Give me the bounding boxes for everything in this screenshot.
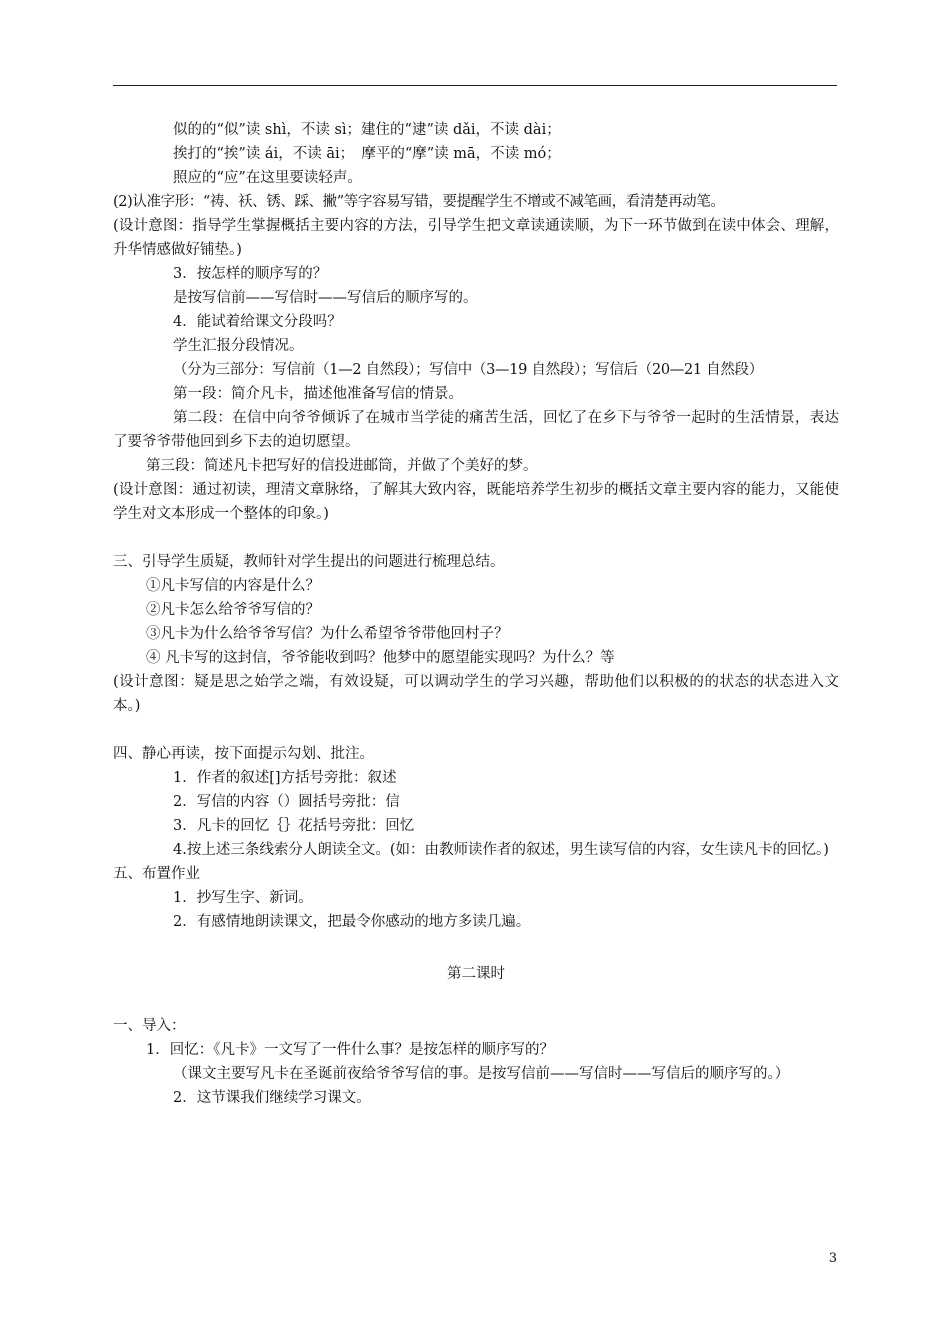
section-division: （分为三部分：写信前（1—2 自然段）；写信中（3—19 自然段）；写信后（20—21 自然段） <box>173 362 763 378</box>
lesson-2-title: 第二课时 <box>447 966 505 982</box>
question-3: 3．按怎样的顺序写的？ <box>173 266 328 282</box>
section-1-desc: 第一段：简介凡卡，描述他准备写信的情景。 <box>173 386 463 402</box>
question-item-2: ②凡卡怎么给爷爷写信的？ <box>146 602 320 618</box>
pronunciation-line-3: 照应的“应”在这里要读轻声。 <box>173 170 362 186</box>
design-intent-1: (设计意图：指导学生掌握概括主要内容的方法，引导学生把文章读通读顺，为下一环节做到在读中体会、理解，升华情感做好铺垫。) <box>113 218 839 258</box>
intro-item-2: 2．这节课我们继续学习课文。 <box>173 1090 371 1106</box>
homework-2: 2．有感情地朗读课文，把最令你感动的地方多读几遍。 <box>173 914 531 930</box>
question-item-1: ①凡卡写信的内容是什么？ <box>146 578 320 594</box>
annotation-1: 1．作者的叙述[]方括号旁批：叙述 <box>173 770 397 786</box>
question-item-4: ④ 凡卡写的这封信，爷爷能收到吗？他梦中的愿望能实现吗？为什么？等 <box>146 650 615 666</box>
homework-1: 1．抄写生字、新词。 <box>173 890 313 906</box>
page-number: 3 <box>828 1251 837 1266</box>
section-3-desc: 第三段：简述凡卡把写好的信投进邮筒，并做了个美好的梦。 <box>146 458 538 474</box>
header-rule <box>113 85 837 86</box>
heading-intro: 一、导入： <box>113 1018 186 1034</box>
annotation-2: 2．写信的内容（）圆括号旁批：信 <box>173 794 400 810</box>
section-2-desc: 第二段：在信中向爷爷倾诉了在城市当学徒的痛苦生活，回忆了在乡下与爷爷一起时的生活情景，表达了要爷爷带他回到乡下去的迫切愿望。 <box>113 410 839 450</box>
annotation-3: 3．凡卡的回忆｛｝花括号旁批：回忆 <box>173 818 415 834</box>
heading-4: 四、静心再读，按下面提示勾划、批注。 <box>113 746 374 762</box>
intro-item-1: 1．回忆：《凡卡》一文写了一件什么事？是按怎样的顺序写的？ <box>146 1042 554 1058</box>
glyph-note: (2)认准字形：“祷、袄、锈、踩、撇”等字容易写错，要提醒学生不增或不减笔画，看清楚再动笔。 <box>113 194 725 210</box>
pronunciation-line-1: 似的的“似”读 shì，不读 sì；建住的“逮”读 dǎi，不读 dài； <box>173 122 561 138</box>
heading-5: 五、布置作业 <box>113 866 200 882</box>
answer-3: 是按写信前——写信时——写信后的顺序写的。 <box>173 290 478 306</box>
answer-4: 学生汇报分段情况。 <box>173 338 304 354</box>
intro-answer: （课文主要写凡卡在圣诞前夜给爷爷写信的事。是按写信前——写信时——写信后的顺序写的。） <box>173 1066 790 1082</box>
pronunciation-line-2: 挨打的“挨”读 ái，不读 āi； 摩平的“摩”读 mā，不读 mó； <box>173 146 561 162</box>
heading-3: 三、引导学生质疑，教师针对学生提出的问题进行梳理总结。 <box>113 554 505 570</box>
annotation-4: 4.按上述三条线索分人朗读全文。(如：由教师读作者的叙述，男生读写信的内容，女生读凡卡的回忆。) <box>173 842 829 858</box>
question-item-3: ③凡卡为什么给爷爷写信？为什么希望爷爷带他回村子？ <box>146 626 509 642</box>
design-intent-3: (设计意图：疑是思之始学之端，有效设疑，可以调动学生的学习兴趣，帮助他们以积极的的状态的状态进入文本。) <box>113 674 839 714</box>
document-body <box>113 118 839 1110</box>
question-4: 4．能试着给课文分段吗？ <box>173 314 342 330</box>
design-intent-2: (设计意图：通过初读，理清文章脉络，了解其大致内容，既能培养学生初步的概括文章主要内容的能力，又能使学生对文本形成一个整体的印象。) <box>113 482 839 522</box>
